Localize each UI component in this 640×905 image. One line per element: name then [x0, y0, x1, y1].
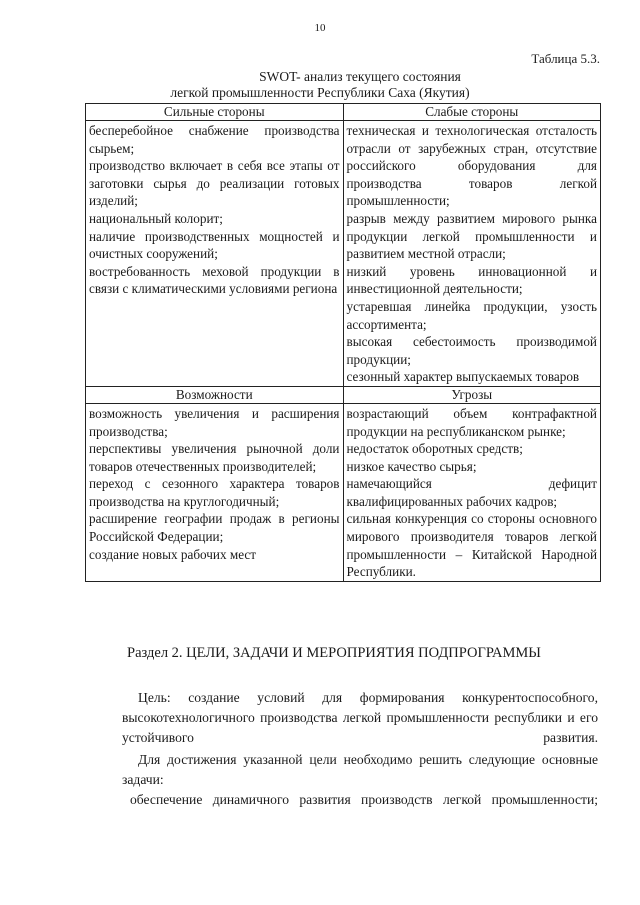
strengths-item: производство включает в себя все этапы от заготовки сырья до реализации готовых изделий; [89, 158, 340, 209]
weaknesses-item: разрыв между развитием мирового рынка продукции легкой промышленности и развитием местной отрасли; [346, 210, 597, 262]
weaknesses-item: сезонный характер выпускаемых товаров [346, 369, 580, 385]
section-heading: Раздел 2. ЦЕЛИ, ЗАДАЧИ И МЕРОПРИЯТИЯ ПОДПРОГРАММЫ [127, 645, 541, 661]
weaknesses-item: устаревшая линейка продукции, узость ассортимента; [346, 298, 597, 332]
threats-item: сильная конкуренция со стороны основного мирового производителя товаров легкой промышленности – Китайской Народной Республики. [346, 511, 597, 580]
opportunities-cell [86, 403, 344, 581]
threats-item: намечающийся дефицит квалифицированных рабочих кадров; [346, 476, 597, 509]
goal-text: Цель: создание условий для формирования конкурентоспособного, высокотехнологичного производства легкой промышленности республики и его устойчивого развития. [122, 690, 598, 745]
weaknesses-header: Слабые стороны [343, 104, 601, 121]
strengths-item: наличие производственных мощностей и очистных сооружений; [89, 228, 340, 262]
swot-header-row-bottom [86, 386, 601, 403]
table-title-line-2: легкой промышленности Республики Саха (Якутия) [170, 85, 470, 100]
strengths-item: бесперебойное снабжение производства сырьем; [89, 123, 340, 156]
task-item-paragraph [122, 790, 598, 810]
weaknesses-item: высокая себестоимость производимой продукции; [346, 334, 597, 367]
table-label: Таблица 5.3. [531, 51, 600, 66]
strengths-header: Сильные стороны [86, 104, 344, 121]
opportunities-item: перспективы увеличения рыночной доли товаров отечественных производителей; [89, 441, 340, 474]
opportunities-item: расширение географии продаж в регионы Российской Федерации; [89, 511, 340, 545]
threats-item: низкое качество сырья; [346, 458, 477, 474]
swot-header-row-top [86, 104, 601, 121]
table-title [0, 69, 640, 101]
threats-item: возрастающий объем контрафактной продукции на республиканском рынке; [346, 405, 597, 439]
strengths-cell [86, 121, 344, 387]
threats-item: недостаток оборотных средств; [346, 441, 523, 457]
weaknesses-cell [343, 121, 601, 387]
threats-header: Угрозы [343, 386, 601, 403]
strengths-item: востребованность меховой продукции в связи с климатическими условиями региона [89, 263, 340, 297]
table-title-line-1: SWOT- анализ текущего состояния [259, 69, 461, 84]
swot-row-bottom [86, 403, 601, 581]
threats-cell [343, 403, 601, 581]
goal-paragraph [122, 688, 598, 748]
strengths-item: национальный колорит; [89, 210, 223, 226]
page-number: 10 [314, 22, 326, 34]
opportunities-header: Возможности [86, 386, 344, 403]
weaknesses-item: низкий уровень инновационной и инвестиционной деятельности; [346, 263, 597, 297]
opportunities-item: переход с сезонного характера товаров производства на круглогодичный; [89, 476, 340, 509]
weaknesses-item: техническая и технологическая отсталость отрасли от зарубежных стран, отсутствие российского оборудования для производства товаров легкой промышленности; [346, 123, 597, 209]
opportunities-item: возможность увеличения и расширения производства; [89, 405, 340, 439]
tasks-intro-paragraph [122, 750, 598, 790]
tasks-intro-text: Для достижения указанной цели необходимо решить следующие основные задачи: [122, 752, 598, 787]
opportunities-item: создание новых рабочих мест [89, 546, 257, 562]
swot-table [85, 103, 601, 582]
swot-row-top [86, 121, 601, 387]
task-item-text: обеспечение динамичного развития производств легкой промышленности; [130, 792, 598, 807]
